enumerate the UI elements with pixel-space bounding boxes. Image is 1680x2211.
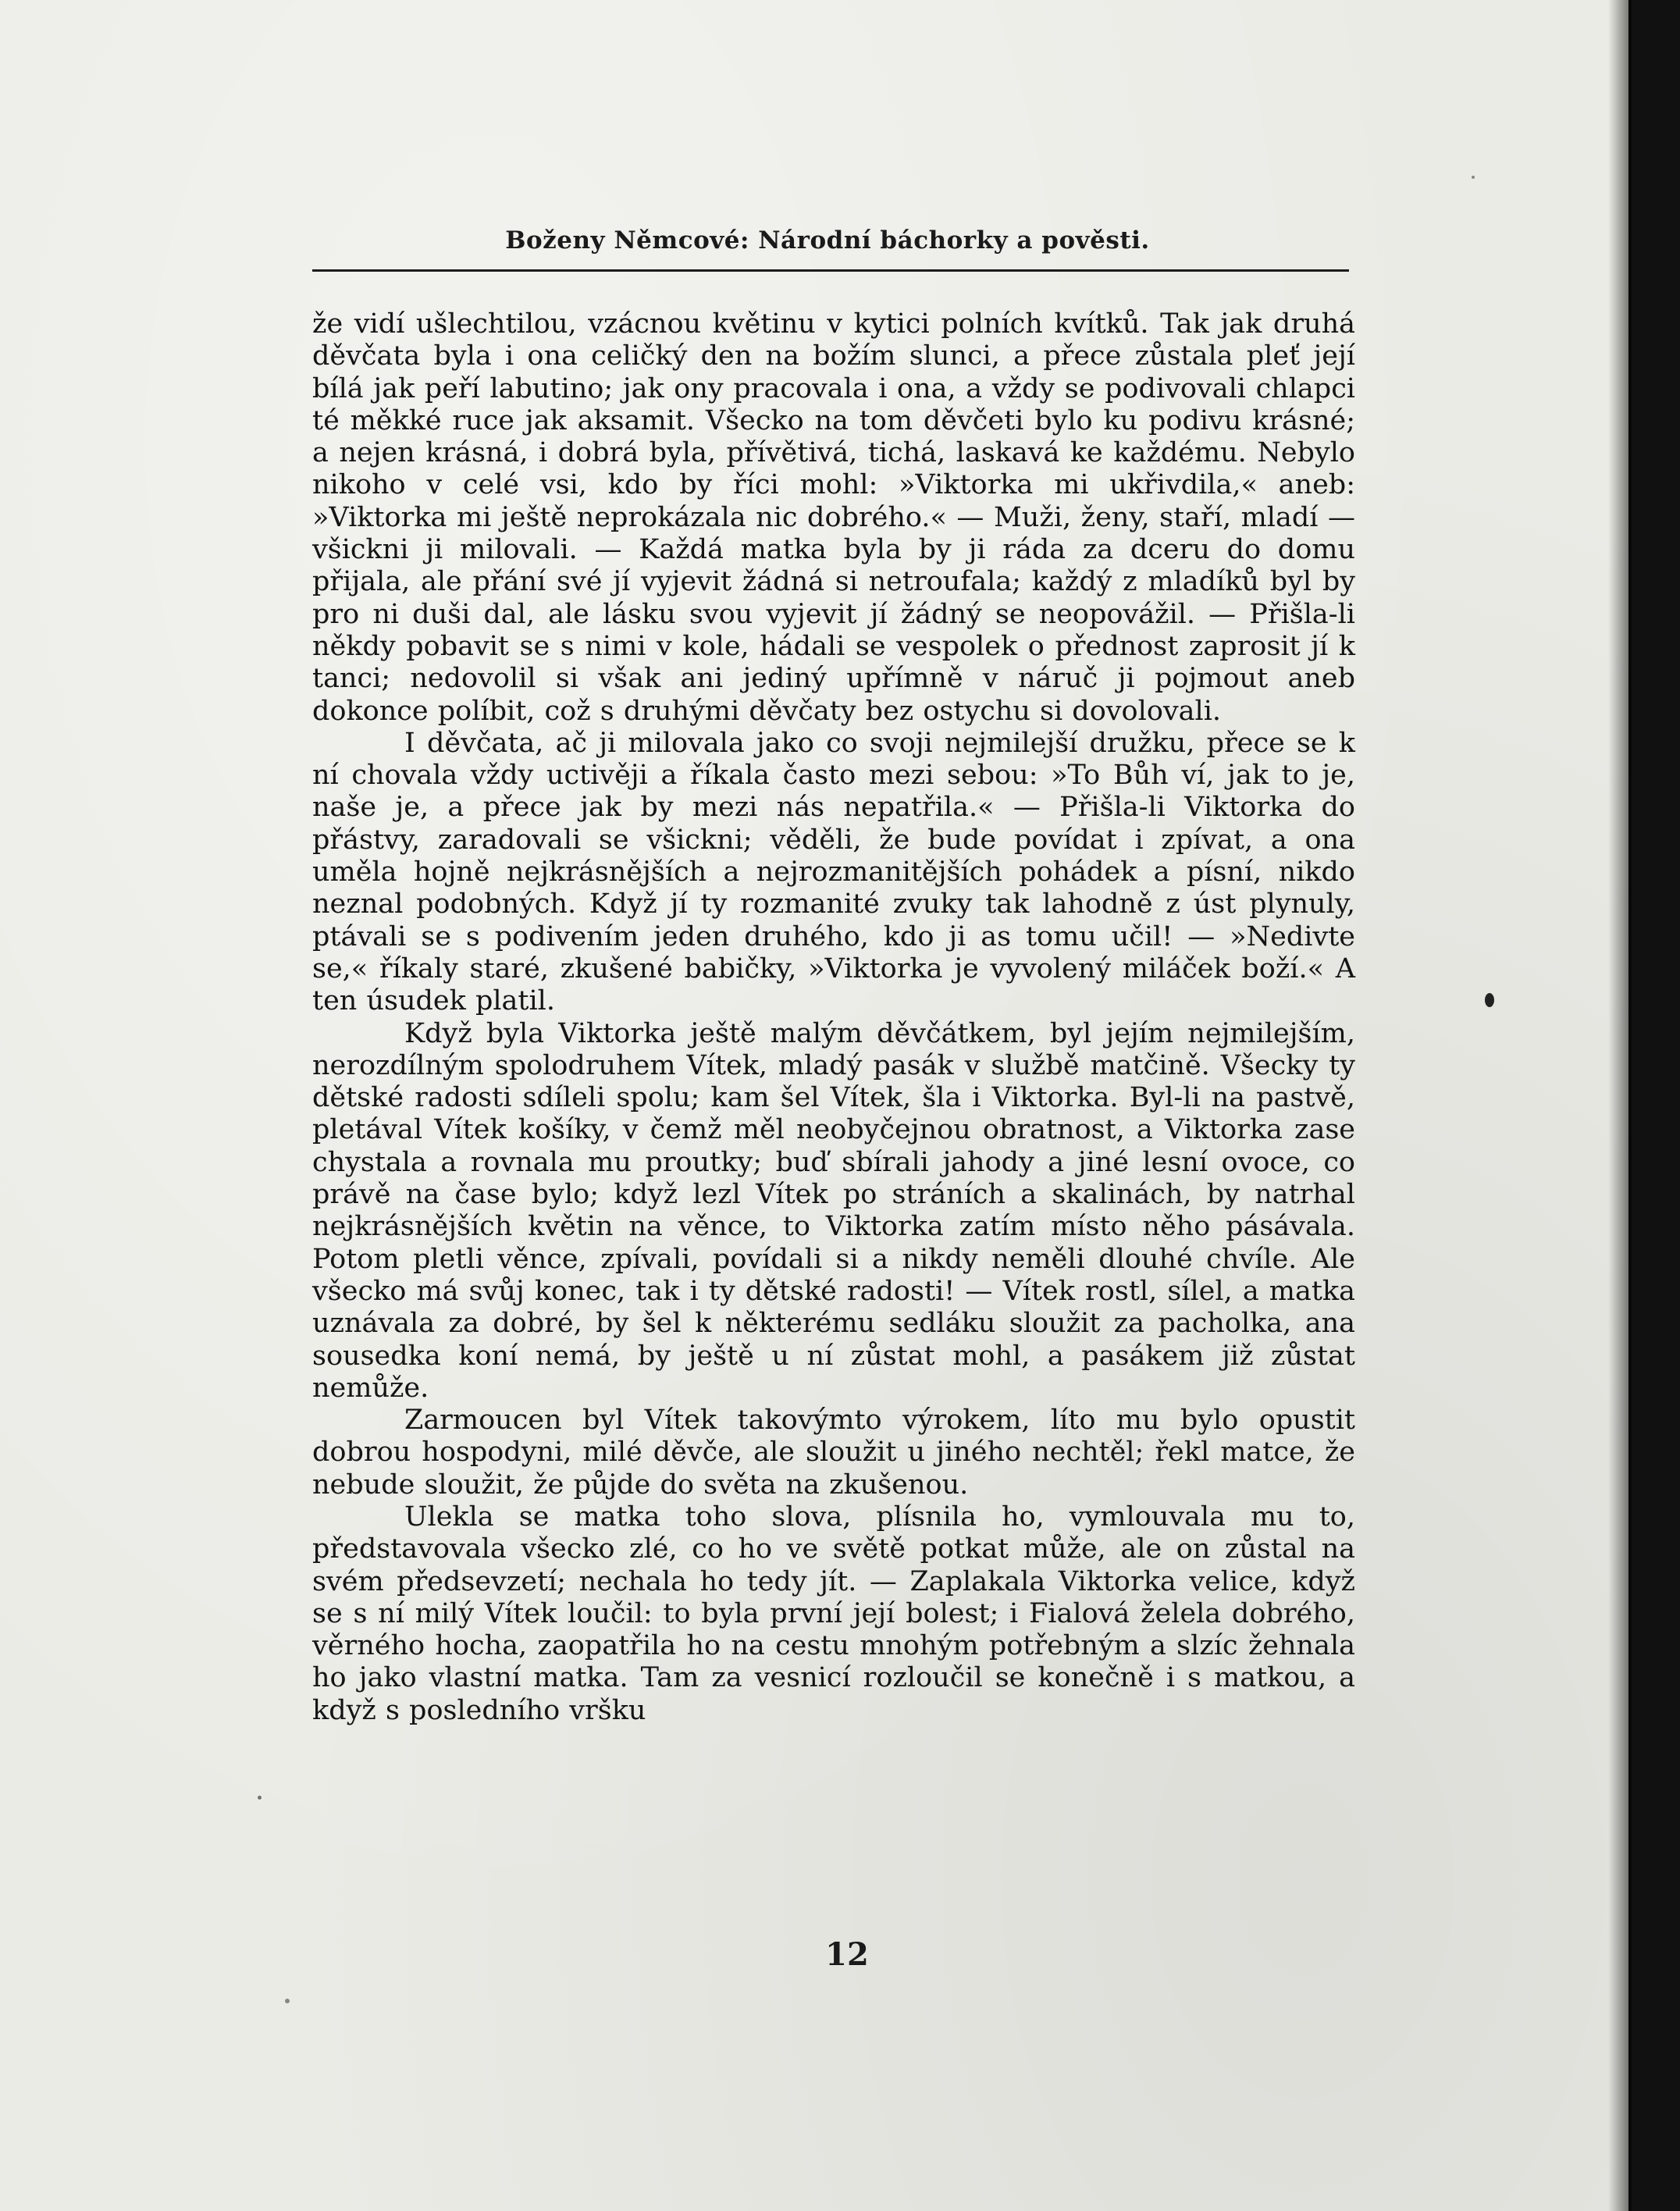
ink-speck <box>1485 993 1494 1007</box>
paragraph-1: že vidí ušlechtilou, vzácnou květinu v kytici polních kvítků. Tak jak druhá děvčata byla i ona celičký den na božím slunci, a přece zůstala pleť její bílá jak peří labutino; jak ony pracovala i ona, a vždy se podivovali chlapci té měkké ruce jak aksamit. Všecko na tom děvčeti bylo ku podivu krásné; a nejen krásná, i dobrá byla, přívětivá, tichá, laskavá ke každému. Nebylo nikoho v celé vsi, kdo by říci mohl: »Viktorka mi ukřivdila,« aneb: »Viktorka mi ještě neprokázala nic dobrého.« — Muži, ženy, staří, mladí — všickni ji milovali. — Každá matka byla by ji ráda za dceru do domu přijala, ale přání své jí vyjevit žádná si netroufala; každý z mladíků byl by pro ni duši dal, ale lásku svou vyjevit jí žádný se neopovážil. — Přišla-li někdy pobavit se s nimi v kole, hádali se vespolek o přednost zaprosit jí k tanci; nedovolil si však ani jediný upřímně v náruč ji pojmout aneb dokonce políbit, což s druhými děvčaty bez ostychu si dovolovali. <box>312 308 1355 727</box>
paragraph-3: Když byla Viktorka ještě malým děvčátkem, byl jejím nejmilejším, nerozdílným spolodruhem Vítek, mladý pasák v službě matčině. Všecky ty dětské radosti sdíleli spolu; kam šel Vítek, šla i Viktorka. Byl-li na pastvě, pletával Vítek košíky, v čemž měl neobyčejnou obratnost, a Viktorka zase chystala a rovnala mu proutky; buď sbírali jahody a jiné lesní ovoce, co právě na čase bylo; když lezl Vítek po stráních a skalinách, by natrhal nejkrásnějších květin na věnce, to Viktorka zatím místo něho pásávala. Potom pletli věnce, zpívali, povídali si a nikdy neměli dlouhé chvíle. Ale všecko má svůj konec, tak i ty dětské radosti! — Vítek rostl, sílel, a matka uznávala za dobré, by šel k některému sedláku sloužit za pacholka, ana sousedka koní nemá, by ještě u ní zůstat mohl, a pasákem již zůstat nemůže. <box>312 1017 1355 1404</box>
paragraph-2: I děvčata, ač ji milovala jako co svoji nejmilejší družku, přece se k ní chovala vždy uctivěji a říkala často mezi sebou: »To Bůh ví, jak to je, naše je, a přece jak by mezi nás nepatřila.« — Přišla-li Viktorka do přástvy, zaradovali se všickni; věděli, že bude povídat i zpívat, a ona uměla hojně nejkrásnějších a nejrozmanitějších pohádek a písní, nikdo neznal podobných. Když jí ty rozmanité zvuky tak lahodně z úst plynuly, ptávali se s podivením jeden druhého, kdo ji as tomu učil! — »Nedivte se,« říkaly staré, zkušené babičky, »Viktorka je vyvolený miláček boží.« A ten úsudek platil. <box>312 727 1355 1017</box>
ink-speck <box>285 1999 290 2003</box>
page-edge-shadow <box>1608 0 1632 2211</box>
header-rule <box>312 269 1349 272</box>
running-header: Boženy Němcové: Národní báchorky a pověsti. <box>505 226 1150 255</box>
paragraph-5: Ulekla se matka toho slova, plísnila ho, vymlouvala mu to, představovala všecko zlé, co ho ve světě potkat může, ale on zůstal na svém předsevzetí; nechala ho tedy jít. — Zaplakala Viktorka velice, když se s ní milý Vítek loučil: to byla první její bolest; i Fialová želela dobrého, věrného hocha, zaopatřila ho na cestu mnohým potřebným a slzíc žehnala ho jako vlastní matka. Tam za vesnicí rozloučil se konečně i s matkou, a když s posledního vršku <box>312 1501 1355 1726</box>
ink-speck <box>258 1796 262 1800</box>
paragraph-4: Zarmoucen byl Vítek takovýmto výrokem, líto mu bylo opustit dobrou hospodyni, milé děvče, ale sloužit u jiného nechtěl; řekl matce, že nebude sloužit, že půjde do světa na zkušenou. <box>312 1405 1355 1501</box>
page-number: 12 <box>825 1936 869 1973</box>
body-text <box>312 308 1355 1727</box>
ink-speck <box>1472 176 1475 179</box>
